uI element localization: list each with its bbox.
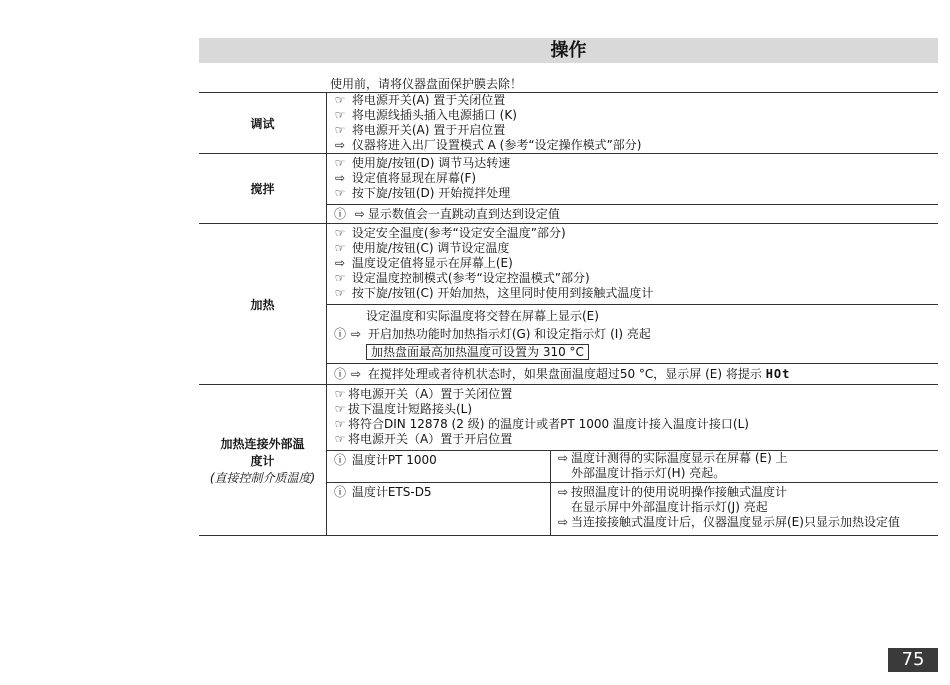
debug-line: 将电源开关(A) 置于开启位置 [351,123,506,137]
intro-text: 使用前，请将仪器盘面保护膜去除！ [330,77,523,91]
hand-icon: ☞ [334,186,346,200]
thermo-line: 将符合DIN 12878 (2 级) 的温度计或者PT 1000 温度计接入温度计接口(L) [348,417,749,431]
arrow-icon: ⇨ [557,515,569,529]
etsd5-label: 温度计ETS-D5 [351,485,432,499]
pt1000-text: 温度计测得的实际温度显示在屏幕 (E) 上 [571,451,788,465]
info-icon: ⓘ [333,367,346,381]
heat-line: 使用旋/按钮(C) 调节设定温度 [351,241,510,255]
heat-line: 设定温度控制模式(参考“设定控温模式”部分) [351,271,590,285]
hand-icon: ☞ [334,156,346,170]
row-thermometer [199,385,938,536]
hand-icon: ☞ [334,123,346,137]
label-heat: 加热 [199,224,327,385]
page-number: 75 [888,648,938,672]
heat-note: 开启加热功能时加热指示灯(G) 和设定指示灯 (I) 亮起 [367,327,651,341]
hand-icon: ☞ [334,271,346,285]
content-debug [327,93,939,154]
arrow-icon: ⇨ [350,367,362,381]
etsd5-row [327,482,938,535]
thermo-line: 拔下温度计短路接头(L) [348,402,473,416]
row-heat [199,224,938,385]
debug-line: 仪器将进入出厂设置模式 A (参考“设定操作模式”部分) [351,138,642,152]
heat-line: 设定安全温度(参考“设定安全温度”部分) [351,226,566,240]
info-icon: ⓘ [333,327,346,341]
label-stir: 搅拌 [199,154,327,224]
hand-icon: ☞ [334,402,346,416]
arrow-icon: ⇨ [557,485,569,499]
thermo-line: 将电源开关（A）置于关闭位置 [348,387,513,401]
hand-icon: ☞ [334,93,346,107]
hand-icon: ☞ [334,286,346,300]
hand-icon: ☞ [334,108,346,122]
etsd5-text: 在显示屏中外部温度计指示灯(J) 亮起 [571,500,768,514]
debug-line: 将电源开关(A) 置于关闭位置 [351,93,506,107]
hand-icon: ☞ [334,226,346,240]
label-thermometer [199,385,327,536]
row-debug [199,93,938,154]
hand-icon: ☞ [334,387,346,401]
arrow-icon: ⇨ [354,207,365,221]
etsd5-text: 按照温度计的使用说明操作接触式温度计 [571,485,788,499]
stir-line: 设定值将显现在屏幕(F) [351,171,477,185]
content-heat [327,224,939,385]
stir-line: 使用旋/按钮(D) 调节马达转速 [351,156,511,170]
content-stir [327,154,939,224]
stir-line: 按下旋/按钮(D) 开始搅拌处理 [351,186,511,200]
etsd5-text: 当连接接触式温度计后，仪器温度显示屏(E)只显示加热设定值 [571,515,900,529]
pt1000-row [327,450,938,482]
max-temp-box: 加热盘面最高加热温度可设置为 310 °C [366,344,589,360]
thermo-sublabel: (直接控制介质温度) [209,470,316,485]
hot-indicator: HOt [765,367,791,381]
arrow-icon: ⇨ [334,256,346,270]
thermo-label: 度计 [250,453,275,468]
hand-icon: ☞ [334,417,346,431]
debug-line: 将电源线插头插入电源插口 (K) [351,108,517,122]
heat-line: 按下旋/按钮(C) 开始加热，这里同时使用到接触式温度计 [351,286,654,300]
arrow-icon: ⇨ [557,451,569,465]
label-debug: 调试 [199,93,327,154]
operation-table [199,92,938,536]
info-icon: ⓘ [333,453,346,467]
heat-note: 设定温度和实际温度将交替在屏幕上显示(E) [366,309,599,323]
info-icon: ⓘ [333,207,346,221]
arrow-icon: ⇨ [350,327,362,341]
pt1000-text: 外部温度计指示灯(H) 亮起。 [571,466,726,480]
hand-icon: ☞ [334,432,346,446]
stir-note: 显示数值会一直跳动直到达到设定值 [367,207,560,221]
info-icon: ⓘ [333,485,346,499]
thermo-label: 加热连接外部温 [220,436,305,451]
heat-line: 温度设定值将显示在屏幕上(E) [351,256,513,270]
arrow-icon: ⇨ [334,138,346,152]
page-title: 操作 [199,38,938,63]
arrow-icon: ⇨ [334,171,346,185]
content-thermometer [327,385,939,536]
pt1000-label: 温度计PT 1000 [351,453,437,467]
heat-note: 在搅拌处理或者待机状态时，如果盘面温度超过50 °C，显示屏 (E) 将提示 [367,367,762,381]
thermo-line: 将电源开关（A）置于开启位置 [348,432,513,446]
hand-icon: ☞ [334,241,346,255]
row-stir [199,154,938,224]
